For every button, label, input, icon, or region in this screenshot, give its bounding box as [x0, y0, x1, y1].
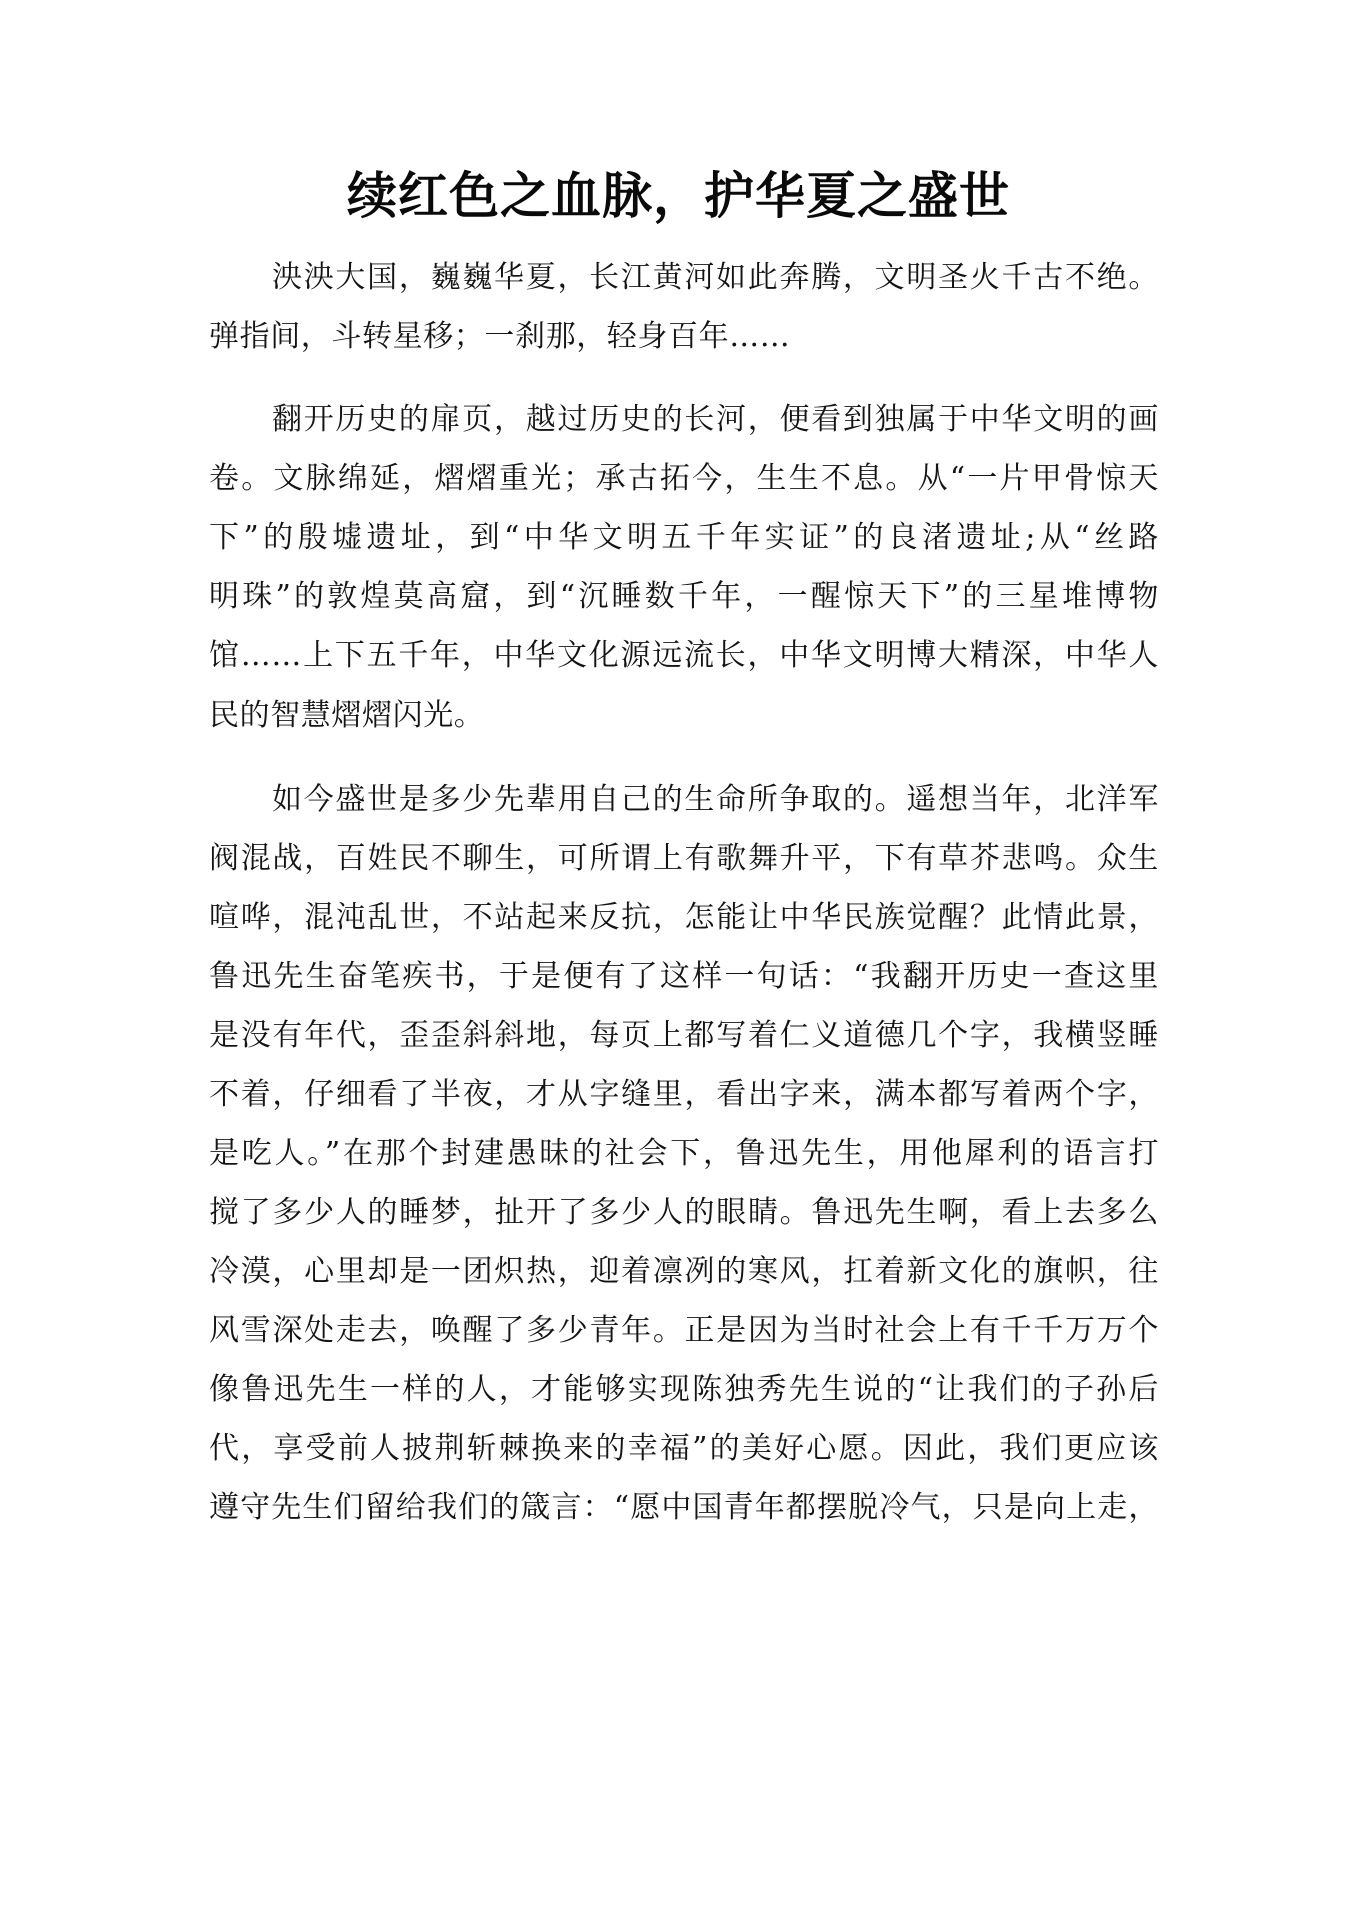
paragraph-line: 民的智慧熠熠闪光。	[209, 698, 485, 733]
paragraph-line: 喧哗，混沌乱世，不站起来反抗，怎能让中华民族觉醒？此情此景，	[209, 900, 1159, 935]
paragraph-line: 遵守先生们留给我们的箴言：“愿中国青年都摆脱冷气，只是向上走，	[209, 1490, 1159, 1525]
paragraph-line: 是吃人。”在那个封建愚昧的社会下，鲁迅先生，用他犀利的语言打	[209, 1136, 1159, 1171]
paragraph-line: 冷漠，心里却是一团炽热，迎着凛冽的寒风，扛着新文化的旗帜，往	[209, 1254, 1159, 1289]
paragraph-line: 不着，仔细看了半夜，才从字缝里，看出字来，满本都写着两个字，	[209, 1077, 1159, 1112]
paragraph-line: 泱泱大国，巍巍华夏，长江黄河如此奔腾，文明圣火千古不绝。	[272, 260, 1159, 295]
paragraph-line: 卷。文脉绵延，熠熠重光；承古拓今，生生不息。从“一片甲骨惊天	[209, 461, 1159, 496]
paragraph-line: 如今盛世是多少先辈用自己的生命所争取的。遥想当年，北洋军	[272, 782, 1159, 817]
paragraph-line: 明珠”的敦煌莫高窟，到“沉睡数千年，一醒惊天下”的三星堆博物	[209, 579, 1159, 614]
paragraph-line: 搅了多少人的睡梦，扯开了多少人的眼睛。鲁迅先生啊，看上去多么	[209, 1195, 1159, 1230]
paragraph-line: 鲁迅先生奋笔疾书，于是便有了这样一句话：“我翻开历史一查这里	[209, 959, 1159, 994]
document-title: 续红色之血脉，护华夏之盛世	[347, 166, 1010, 225]
paragraph-line: 翻开历史的扉页，越过历史的长河，便看到独属于中华文明的画	[272, 402, 1159, 437]
paragraph-line: 代，享受前人披荆斩棘换来的幸福”的美好心愿。因此，我们更应该	[209, 1431, 1159, 1466]
paragraph-line: 弹指间，斗转星移；一刹那，轻身百年……	[209, 319, 791, 354]
paragraph-line: 阀混战，百姓民不聊生，可所谓上有歌舞升平，下有草芥悲鸣。众生	[209, 841, 1159, 876]
paragraph-line: 是没有年代，歪歪斜斜地，每页上都写着仁义道德几个字，我横竖睡	[209, 1018, 1159, 1053]
paragraph-line: 风雪深处走去，唤醒了多少青年。正是因为当时社会上有千千万万个	[209, 1313, 1159, 1348]
paragraph-line: 像鲁迅先生一样的人，才能够实现陈独秀先生说的“让我们的子孙后	[209, 1372, 1159, 1407]
paragraph-line: 下”的殷墟遗址，到“中华文明五千年实证”的良渚遗址;从“丝路	[209, 520, 1159, 555]
paragraph-line: 馆……上下五千年，中华文化源远流长，中华文明博大精深，中华人	[209, 638, 1159, 673]
